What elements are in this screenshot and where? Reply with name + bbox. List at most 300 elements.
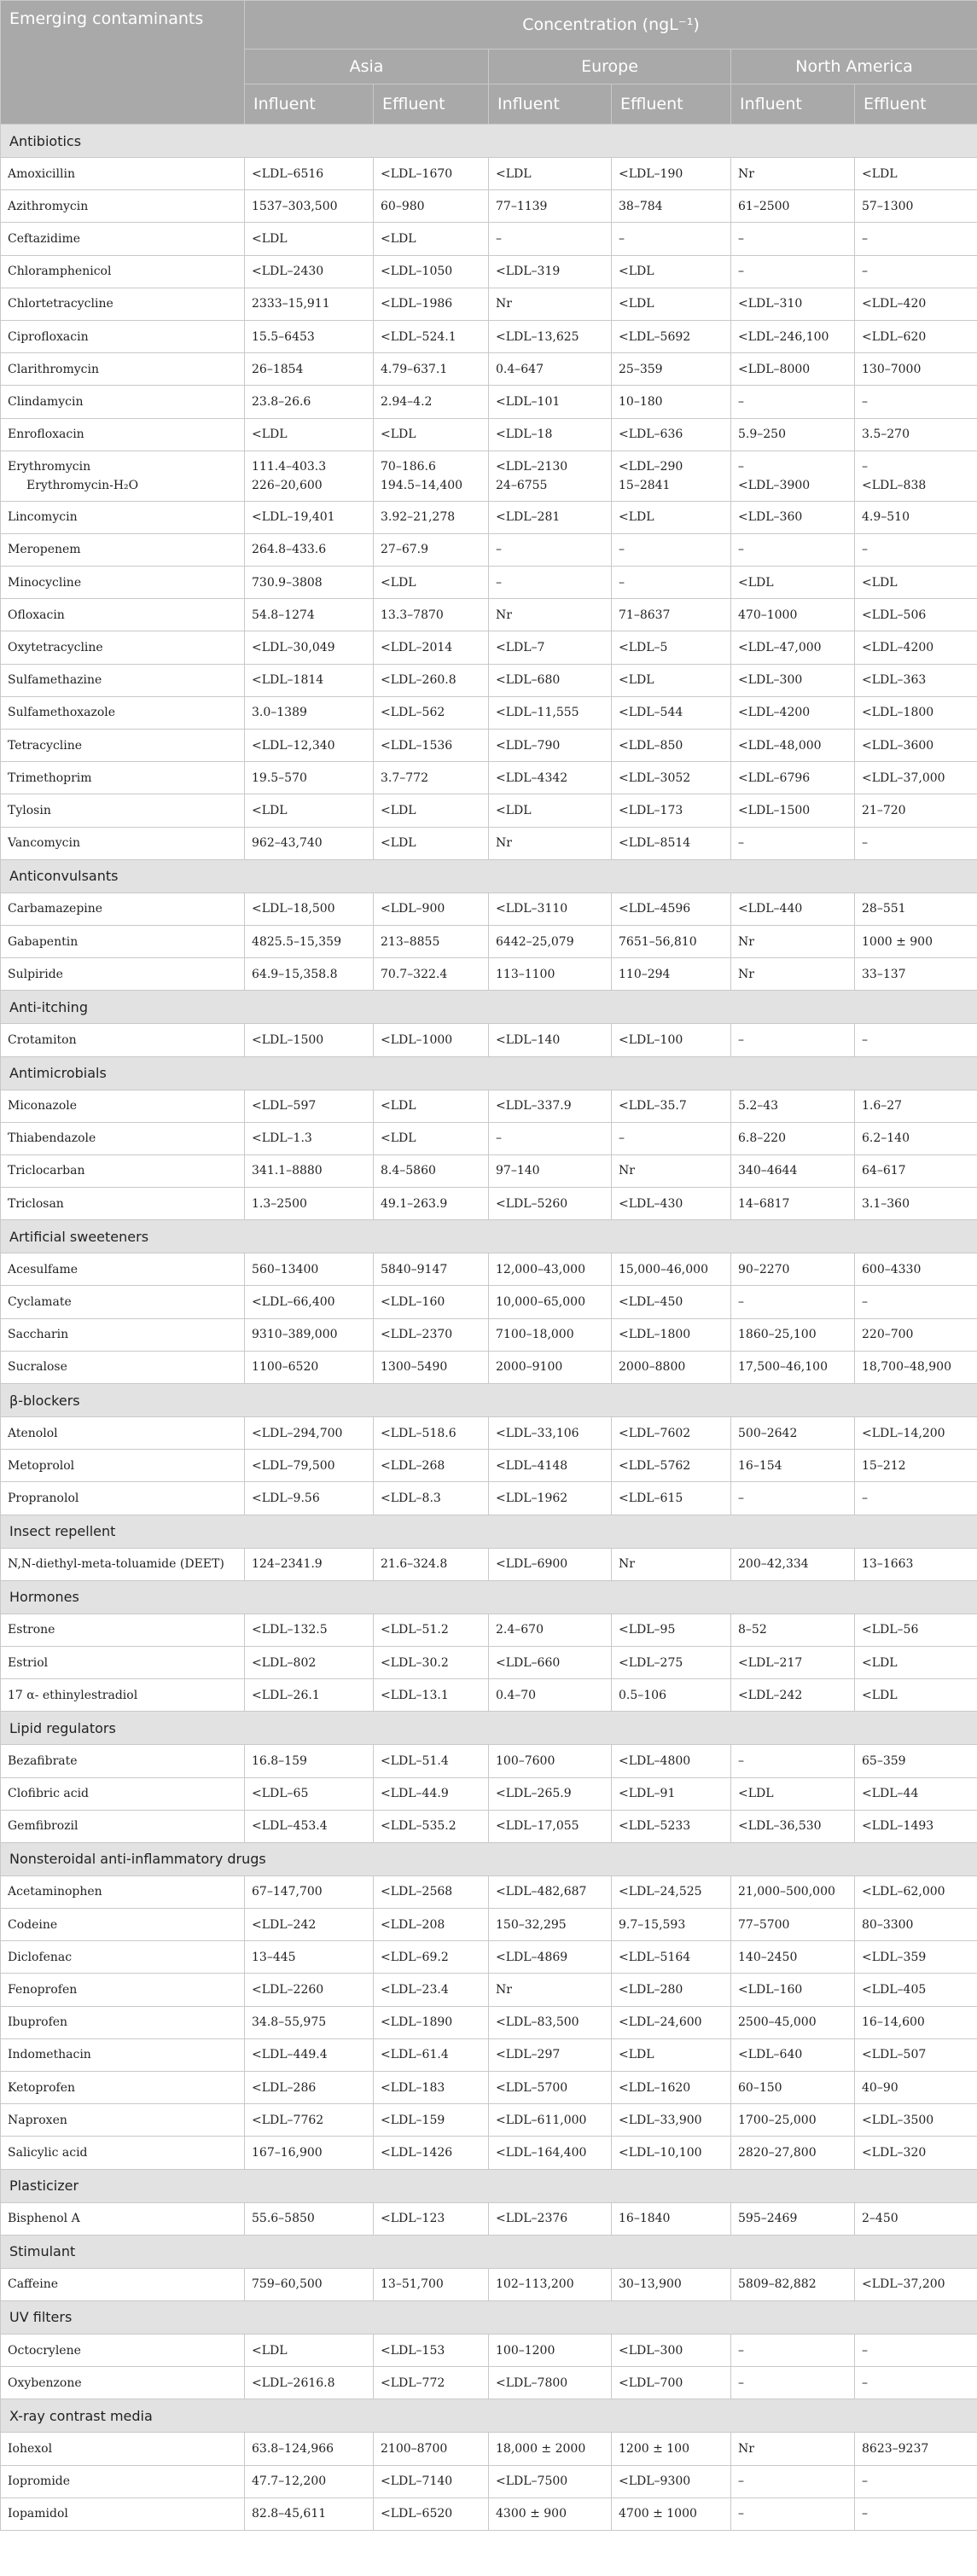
- category-row: [1, 2169, 977, 2202]
- concentration-cell: 1000 ± 900: [855, 925, 977, 957]
- concentration-cell: <LDL–772: [374, 2367, 489, 2399]
- concentration-cell: <LDL–140: [489, 1024, 612, 1056]
- concentration-cell: –: [855, 1286, 977, 1318]
- concentration-cell: <LDL–1493: [855, 1810, 977, 1842]
- concentration-cell: <LDL–363: [855, 664, 977, 696]
- concentration-cell: Nr: [731, 158, 855, 190]
- table-row: [1, 1974, 977, 2006]
- concentration-cell: <LDL–405: [855, 1974, 977, 2006]
- concentration-cell: <LDL: [374, 1090, 489, 1122]
- concentration-value-secondary: 24–6755: [496, 478, 548, 492]
- concentration-cell: –: [855, 255, 977, 288]
- concentration-cell: 77–5700: [731, 1909, 855, 1941]
- concentration-cell: <LDL–4800: [612, 1745, 731, 1777]
- concentration-cell: –: [731, 1745, 855, 1777]
- contaminant-name-cell: Propranolol: [1, 1482, 245, 1515]
- concentration-cell: <LDL–3110: [489, 893, 612, 925]
- concentration-cell: <LDL–4200: [731, 696, 855, 729]
- header-region-north-america: North America: [731, 49, 977, 84]
- concentration-cell: <LDL–14,200: [855, 1417, 977, 1450]
- concentration-cell: –: [855, 2334, 977, 2366]
- concentration-cell: [731, 451, 855, 501]
- table-row: [1, 1679, 977, 1712]
- concentration-cell: 2–450: [855, 2202, 977, 2235]
- concentration-cell: <LDL: [245, 418, 374, 451]
- concentration-cell: 16.8–159: [245, 1745, 374, 1777]
- concentration-cell: <LDL–615: [612, 1482, 731, 1515]
- concentration-cell: <LDL: [374, 1122, 489, 1154]
- category-row: [1, 1056, 977, 1090]
- concentration-cell: <LDL–18: [489, 418, 612, 451]
- contaminant-name-cell: Oxybenzone: [1, 2367, 245, 2399]
- concentration-cell: 54.8–1274: [245, 599, 374, 631]
- contaminant-name: Erythromycin: [8, 459, 91, 474]
- concentration-cell: <LDL–620: [855, 320, 977, 352]
- concentration-cell: 759–60,500: [245, 2268, 374, 2300]
- concentration-cell: 17,500–46,100: [731, 1351, 855, 1383]
- concentration-cell: <LDL–1.3: [245, 1122, 374, 1154]
- concentration-cell: 167–16,900: [245, 2137, 374, 2169]
- concentration-cell: 21.6–324.8: [374, 1548, 489, 1580]
- concentration-cell: 4.79–637.1: [374, 353, 489, 386]
- concentration-cell: 3.0–1389: [245, 696, 374, 729]
- category-label: Nonsteroidal anti-inflammatory drugs: [1, 1842, 977, 1875]
- contaminant-name-cell: Octocrylene: [1, 2334, 245, 2366]
- contaminant-name-cell: Azithromycin: [1, 190, 245, 223]
- category-label: Anti-itching: [1, 991, 977, 1024]
- concentration-cell: <LDL: [245, 2334, 374, 2366]
- concentration-cell: 6.2–140: [855, 1122, 977, 1154]
- category-label: Anticonvulsants: [1, 859, 977, 893]
- concentration-cell: <LDL–66,400: [245, 1286, 374, 1318]
- concentration-cell: <LDL–159: [374, 2104, 489, 2137]
- concentration-cell: <LDL–91: [612, 1777, 731, 1810]
- concentration-cell: 64.9–15,358.8: [245, 958, 374, 991]
- category-label: Lipid regulators: [1, 1712, 977, 1745]
- concentration-cell: 264.8–433.6: [245, 533, 374, 566]
- contaminant-name-cell: Ofloxacin: [1, 599, 245, 631]
- category-label: Antibiotics: [1, 125, 977, 158]
- concentration-cell: 2000–8800: [612, 1351, 731, 1383]
- concentration-cell: <LDL–3600: [855, 730, 977, 762]
- table-body: [1, 125, 977, 2531]
- concentration-cell: 110–294: [612, 958, 731, 991]
- concentration-cell: 220–700: [855, 1318, 977, 1351]
- contaminant-name-cell: Enrofloxacin: [1, 418, 245, 451]
- concentration-cell: <LDL–5164: [612, 1941, 731, 1974]
- concentration-cell: <LDL–680: [489, 664, 612, 696]
- concentration-cell: 16–14,600: [855, 2006, 977, 2038]
- concentration-cell: <LDL–153: [374, 2334, 489, 2366]
- concentration-cell: <LDL: [612, 255, 731, 288]
- concentration-cell: 27–67.9: [374, 533, 489, 566]
- contaminant-name-cell: Acetaminophen: [1, 1875, 245, 1908]
- contaminant-name-cell: Oxytetracycline: [1, 631, 245, 664]
- concentration-cell: –: [731, 1286, 855, 1318]
- concentration-cell: Nr: [489, 1974, 612, 2006]
- concentration-cell: 30–13,900: [612, 2268, 731, 2300]
- concentration-cell: –: [731, 1024, 855, 1056]
- concentration-cell: –: [731, 255, 855, 288]
- concentration-value-secondary: 15–2841: [619, 478, 671, 492]
- contaminant-name-cell: Estriol: [1, 1646, 245, 1678]
- concentration-cell: <LDL–83,500: [489, 2006, 612, 2038]
- concentration-cell: <LDL–1800: [612, 1318, 731, 1351]
- concentration-cell: 71–8637: [612, 599, 731, 631]
- concentration-cell: <LDL: [374, 827, 489, 859]
- concentration-cell: <LDL–12,340: [245, 730, 374, 762]
- table-row: [1, 893, 977, 925]
- contaminant-name-cell: Sucralose: [1, 1351, 245, 1383]
- contaminant-name-cell: Salicylic acid: [1, 2137, 245, 2169]
- table-row: [1, 1614, 977, 1646]
- concentration-cell: 10,000–65,000: [489, 1286, 612, 1318]
- concentration-cell: <LDL–360: [731, 501, 855, 533]
- table-row: [1, 2202, 977, 2235]
- table-row: [1, 2465, 977, 2497]
- contaminant-name-cell: Triclosan: [1, 1188, 245, 1220]
- concentration-cell: –: [731, 2367, 855, 2399]
- concentration-cell: <LDL–164,400: [489, 2137, 612, 2169]
- concentration-cell: <LDL–700: [612, 2367, 731, 2399]
- concentration-cell: <LDL–47,000: [731, 631, 855, 664]
- concentration-cell: 18,000 ± 2000: [489, 2433, 612, 2465]
- contaminant-name-cell: Iopamidol: [1, 2497, 245, 2530]
- concentration-cell: –: [855, 2497, 977, 2530]
- concentration-cell: <LDL–37,000: [855, 762, 977, 794]
- concentration-cell: <LDL–1962: [489, 1482, 612, 1515]
- concentration-cell: <LDL: [731, 1777, 855, 1810]
- concentration-cell: <LDL–1500: [245, 1024, 374, 1056]
- concentration-cell: <LDL–5762: [612, 1450, 731, 1482]
- category-row: [1, 991, 977, 1024]
- concentration-cell: <LDL–790: [489, 730, 612, 762]
- table-row: [1, 288, 977, 320]
- contaminant-name-cell: Iopromide: [1, 2465, 245, 2497]
- concentration-cell: 82.8–45,611: [245, 2497, 374, 2530]
- contaminant-name-cell: Metoprolol: [1, 1450, 245, 1482]
- concentration-cell: <LDL–2616.8: [245, 2367, 374, 2399]
- concentration-cell: <LDL: [612, 501, 731, 533]
- concentration-cell: <LDL: [855, 1679, 977, 1712]
- concentration-cell: <LDL–275: [612, 1646, 731, 1678]
- concentration-cell: 49.1–263.9: [374, 1188, 489, 1220]
- concentration-cell: <LDL–1670: [374, 158, 489, 190]
- header-effluent: Effluent: [612, 84, 731, 125]
- contaminant-name-cell: Crotamiton: [1, 1024, 245, 1056]
- concentration-cell: <LDL–359: [855, 1941, 977, 1974]
- concentration-cell: 90–2270: [731, 1253, 855, 1286]
- table-row: [1, 1351, 977, 1383]
- concentration-cell: <LDL–420: [855, 288, 977, 320]
- concentration-cell: <LDL–33,106: [489, 1417, 612, 1450]
- contaminant-name-cell: Chloramphenicol: [1, 255, 245, 288]
- concentration-cell: <LDL–160: [731, 1974, 855, 2006]
- concentration-cell: <LDL–4148: [489, 1450, 612, 1482]
- concentration-cell: 0.5–106: [612, 1679, 731, 1712]
- concentration-cell: <LDL–2430: [245, 255, 374, 288]
- concentration-cell: 21,000–500,000: [731, 1875, 855, 1908]
- table-row: [1, 762, 977, 794]
- concentration-cell: 80–3300: [855, 1909, 977, 1941]
- category-row: [1, 1515, 977, 1548]
- concentration-cell: <LDL–300: [612, 2334, 731, 2366]
- concentration-cell: <LDL: [245, 223, 374, 255]
- category-row: [1, 125, 977, 158]
- table-row: [1, 1188, 977, 1220]
- concentration-cell: 140–2450: [731, 1941, 855, 1974]
- table-row: [1, 2268, 977, 2300]
- concentration-cell: 18,700–48,900: [855, 1351, 977, 1383]
- concentration-cell: Nr: [731, 958, 855, 991]
- table-row: [1, 599, 977, 631]
- concentration-cell: <LDL–449.4: [245, 2038, 374, 2071]
- concentration-cell: 3.92–21,278: [374, 501, 489, 533]
- concentration-cell: Nr: [489, 827, 612, 859]
- table-row: [1, 958, 977, 991]
- category-label: Plasticizer: [1, 2169, 977, 2202]
- concentration-cell: 21–720: [855, 794, 977, 827]
- concentration-cell: 70.7–322.4: [374, 958, 489, 991]
- concentration-cell: 7100–18,000: [489, 1318, 612, 1351]
- table-row: [1, 1090, 977, 1122]
- concentration-cell: <LDL–35.7: [612, 1090, 731, 1122]
- concentration-cell: –: [855, 386, 977, 418]
- concentration-value: –: [862, 459, 868, 474]
- concentration-cell: <LDL–4200: [855, 631, 977, 664]
- concentration-cell: <LDL–3500: [855, 2104, 977, 2137]
- concentration-cell: 100–1200: [489, 2334, 612, 2366]
- concentration-cell: 100–7600: [489, 1745, 612, 1777]
- concentration-cell: <LDL–30.2: [374, 1646, 489, 1678]
- contaminant-name-cell: Fenoprofen: [1, 1974, 245, 2006]
- concentration-cell: –: [731, 2465, 855, 2497]
- concentration-cell: <LDL–51.4: [374, 1745, 489, 1777]
- concentration-cell: 60–150: [731, 2072, 855, 2104]
- concentration-cell: 64–617: [855, 1154, 977, 1187]
- concentration-cell: 9.7–15,593: [612, 1909, 731, 1941]
- concentration-cell: <LDL–506: [855, 599, 977, 631]
- concentration-cell: <LDL–4869: [489, 1941, 612, 1974]
- concentration-cell: <LDL–123: [374, 2202, 489, 2235]
- concentration-cell: <LDL–507: [855, 2038, 977, 2071]
- concentration-cell: <LDL–265.9: [489, 1777, 612, 1810]
- concentration-cell: 340–4644: [731, 1154, 855, 1187]
- concentration-cell: 13–51,700: [374, 2268, 489, 2300]
- concentration-cell: <LDL–802: [245, 1646, 374, 1678]
- contaminant-name-cell: Trimethoprim: [1, 762, 245, 794]
- concentration-cell: 57–1300: [855, 190, 977, 223]
- concentration-value: –: [738, 459, 744, 474]
- concentration-cell: <LDL: [374, 418, 489, 451]
- contaminant-name-cell: Bisphenol A: [1, 2202, 245, 2235]
- concentration-cell: 13.3–7870: [374, 599, 489, 631]
- concentration-cell: <LDL–246,100: [731, 320, 855, 352]
- concentration-cell: <LDL: [612, 2038, 731, 2071]
- concentration-cell: <LDL: [489, 794, 612, 827]
- concentration-cell: <LDL–62,000: [855, 1875, 977, 1908]
- concentration-cell: 1300–5490: [374, 1351, 489, 1383]
- concentration-cell: –: [612, 1122, 731, 1154]
- concentration-cell: 5809–82,882: [731, 2268, 855, 2300]
- contaminant-name-cell: Ketoprofen: [1, 2072, 245, 2104]
- concentration-cell: 3.5–270: [855, 418, 977, 451]
- header-region-asia: Asia: [245, 49, 489, 84]
- concentration-cell: 124–2341.9: [245, 1548, 374, 1580]
- concentration-cell: <LDL–30,049: [245, 631, 374, 664]
- concentration-cell: 2.4–670: [489, 1614, 612, 1646]
- concentration-cell: <LDL–7800: [489, 2367, 612, 2399]
- concentration-cell: 40–90: [855, 2072, 977, 2104]
- concentration-cell: 470–1000: [731, 599, 855, 631]
- header-emerging-contaminants: Emerging contaminants: [1, 1, 245, 125]
- concentration-cell: 28–551: [855, 893, 977, 925]
- table-row: [1, 925, 977, 957]
- table-row: [1, 158, 977, 190]
- concentration-cell: 16–154: [731, 1450, 855, 1482]
- concentration-cell: 15.5–6453: [245, 320, 374, 352]
- table-row: [1, 631, 977, 664]
- concentration-cell: <LDL–190: [612, 158, 731, 190]
- table-row: [1, 1024, 977, 1056]
- category-row: [1, 1384, 977, 1417]
- concentration-cell: 15–212: [855, 1450, 977, 1482]
- header-influent: Influent: [731, 84, 855, 125]
- concentration-cell: <LDL: [855, 1646, 977, 1678]
- contaminant-name-cell: Gabapentin: [1, 925, 245, 957]
- concentration-cell: <LDL–2370: [374, 1318, 489, 1351]
- concentration-cell: <LDL–1800: [855, 696, 977, 729]
- concentration-cell: <LDL–95: [612, 1614, 731, 1646]
- concentration-cell: <LDL–173: [612, 794, 731, 827]
- concentration-cell: –: [731, 2497, 855, 2530]
- concentration-cell: <LDL–1050: [374, 255, 489, 288]
- concentration-cell: 5.2–43: [731, 1090, 855, 1122]
- concentration-cell: <LDL: [245, 794, 374, 827]
- concentration-cell: 23.8–26.6: [245, 386, 374, 418]
- concentration-cell: 25–359: [612, 353, 731, 386]
- concentration-cell: <LDL–562: [374, 696, 489, 729]
- header-effluent: Effluent: [855, 84, 977, 125]
- concentration-cell: 13–1663: [855, 1548, 977, 1580]
- contaminant-name-cell: Ciprofloxacin: [1, 320, 245, 352]
- table-row: [1, 1810, 977, 1842]
- concentration-cell: 47.7–12,200: [245, 2465, 374, 2497]
- contaminant-name-cell: Minocycline: [1, 567, 245, 599]
- concentration-cell: <LDL–242: [245, 1909, 374, 1941]
- category-row: [1, 2300, 977, 2334]
- category-label: X-ray contrast media: [1, 2399, 977, 2433]
- concentration-cell: <LDL–636: [612, 418, 731, 451]
- concentration-cell: 3.1–360: [855, 1188, 977, 1220]
- concentration-cell: –: [612, 223, 731, 255]
- table-row: [1, 501, 977, 533]
- contaminant-name-cell: Sulfamethoxazole: [1, 696, 245, 729]
- concentration-cell: 1100–6520: [245, 1351, 374, 1383]
- concentration-cell: –: [855, 827, 977, 859]
- concentration-cell: –: [731, 223, 855, 255]
- concentration-cell: <LDL–132.5: [245, 1614, 374, 1646]
- category-label: Insect repellent: [1, 1515, 977, 1548]
- concentration-cell: <LDL–18,500: [245, 893, 374, 925]
- concentration-cell: 60–980: [374, 190, 489, 223]
- concentration-cell: <LDL–23.4: [374, 1974, 489, 2006]
- concentration-cell: <LDL–5692: [612, 320, 731, 352]
- concentration-cell: <LDL–10,100: [612, 2137, 731, 2169]
- concentration-cell: <LDL–7140: [374, 2465, 489, 2497]
- concentration-cell: <LDL: [855, 567, 977, 599]
- concentration-cell: <LDL–4342: [489, 762, 612, 794]
- table-row: [1, 664, 977, 696]
- concentration-cell: –: [731, 2334, 855, 2366]
- concentration-cell: 55.6–5850: [245, 2202, 374, 2235]
- concentration-cell: <LDL–13,625: [489, 320, 612, 352]
- category-label: Stimulant: [1, 2235, 977, 2268]
- concentration-cell: 600–4330: [855, 1253, 977, 1286]
- contaminant-name-cell: Tetracycline: [1, 730, 245, 762]
- concentration-cell: <LDL–1500: [731, 794, 855, 827]
- concentration-cell: –: [489, 223, 612, 255]
- concentration-cell: <LDL–51.2: [374, 1614, 489, 1646]
- concentration-cell: <LDL–440: [731, 893, 855, 925]
- concentration-cell: 130–7000: [855, 353, 977, 386]
- concentration-cell: –: [855, 1024, 977, 1056]
- contaminant-name-cell: 17 α- ethinylestradiol: [1, 1679, 245, 1712]
- concentration-cell: Nr: [731, 925, 855, 957]
- concentration-cell: <LDL–1814: [245, 664, 374, 696]
- concentration-cell: <LDL–11,555: [489, 696, 612, 729]
- table-row: [1, 1154, 977, 1187]
- concentration-cell: [374, 451, 489, 501]
- concentration-cell: <LDL–44.9: [374, 1777, 489, 1810]
- concentration-cell: <LDL–69.2: [374, 1941, 489, 1974]
- header-region-europe: Europe: [489, 49, 731, 84]
- concentration-cell: <LDL–3052: [612, 762, 731, 794]
- header-effluent: Effluent: [374, 84, 489, 125]
- concentration-cell: 5.9–250: [731, 418, 855, 451]
- concentration-cell: 595–2469: [731, 2202, 855, 2235]
- concentration-cell: <LDL–1536: [374, 730, 489, 762]
- contaminant-name-secondary: Erythromycin-H₂O: [26, 478, 139, 492]
- contaminant-name-cell: Cyclamate: [1, 1286, 245, 1318]
- contaminant-name-cell: Ceftazidime: [1, 223, 245, 255]
- concentration-value-secondary: 226–20,600: [252, 478, 323, 492]
- concentration-cell: 10–180: [612, 386, 731, 418]
- concentration-cell: 962–43,740: [245, 827, 374, 859]
- contaminant-name-cell: Sulfamethazine: [1, 664, 245, 696]
- concentration-cell: <LDL–544: [612, 696, 731, 729]
- concentration-cell: –: [731, 1482, 855, 1515]
- table-row: [1, 418, 977, 451]
- concentration-cell: <LDL–24,525: [612, 1875, 731, 1908]
- concentration-cell: <LDL–320: [855, 2137, 977, 2169]
- concentration-cell: <LDL–319: [489, 255, 612, 288]
- concentration-cell: <LDL: [855, 158, 977, 190]
- concentration-cell: 13–445: [245, 1941, 374, 1974]
- concentration-cell: –: [855, 1482, 977, 1515]
- concentration-cell: 500–2642: [731, 1417, 855, 1450]
- concentration-cell: <LDL–217: [731, 1646, 855, 1678]
- concentration-cell: Nr: [489, 599, 612, 631]
- concentration-cell: <LDL–19,401: [245, 501, 374, 533]
- concentration-cell: 4300 ± 900: [489, 2497, 612, 2530]
- concentration-cell: 12,000–43,000: [489, 1253, 612, 1286]
- concentration-cell: <LDL–268: [374, 1450, 489, 1482]
- concentration-cell: <LDL–1620: [612, 2072, 731, 2104]
- concentration-cell: <LDL–36,530: [731, 1810, 855, 1842]
- contaminant-name-cell: Caffeine: [1, 2268, 245, 2300]
- table-row: [1, 533, 977, 566]
